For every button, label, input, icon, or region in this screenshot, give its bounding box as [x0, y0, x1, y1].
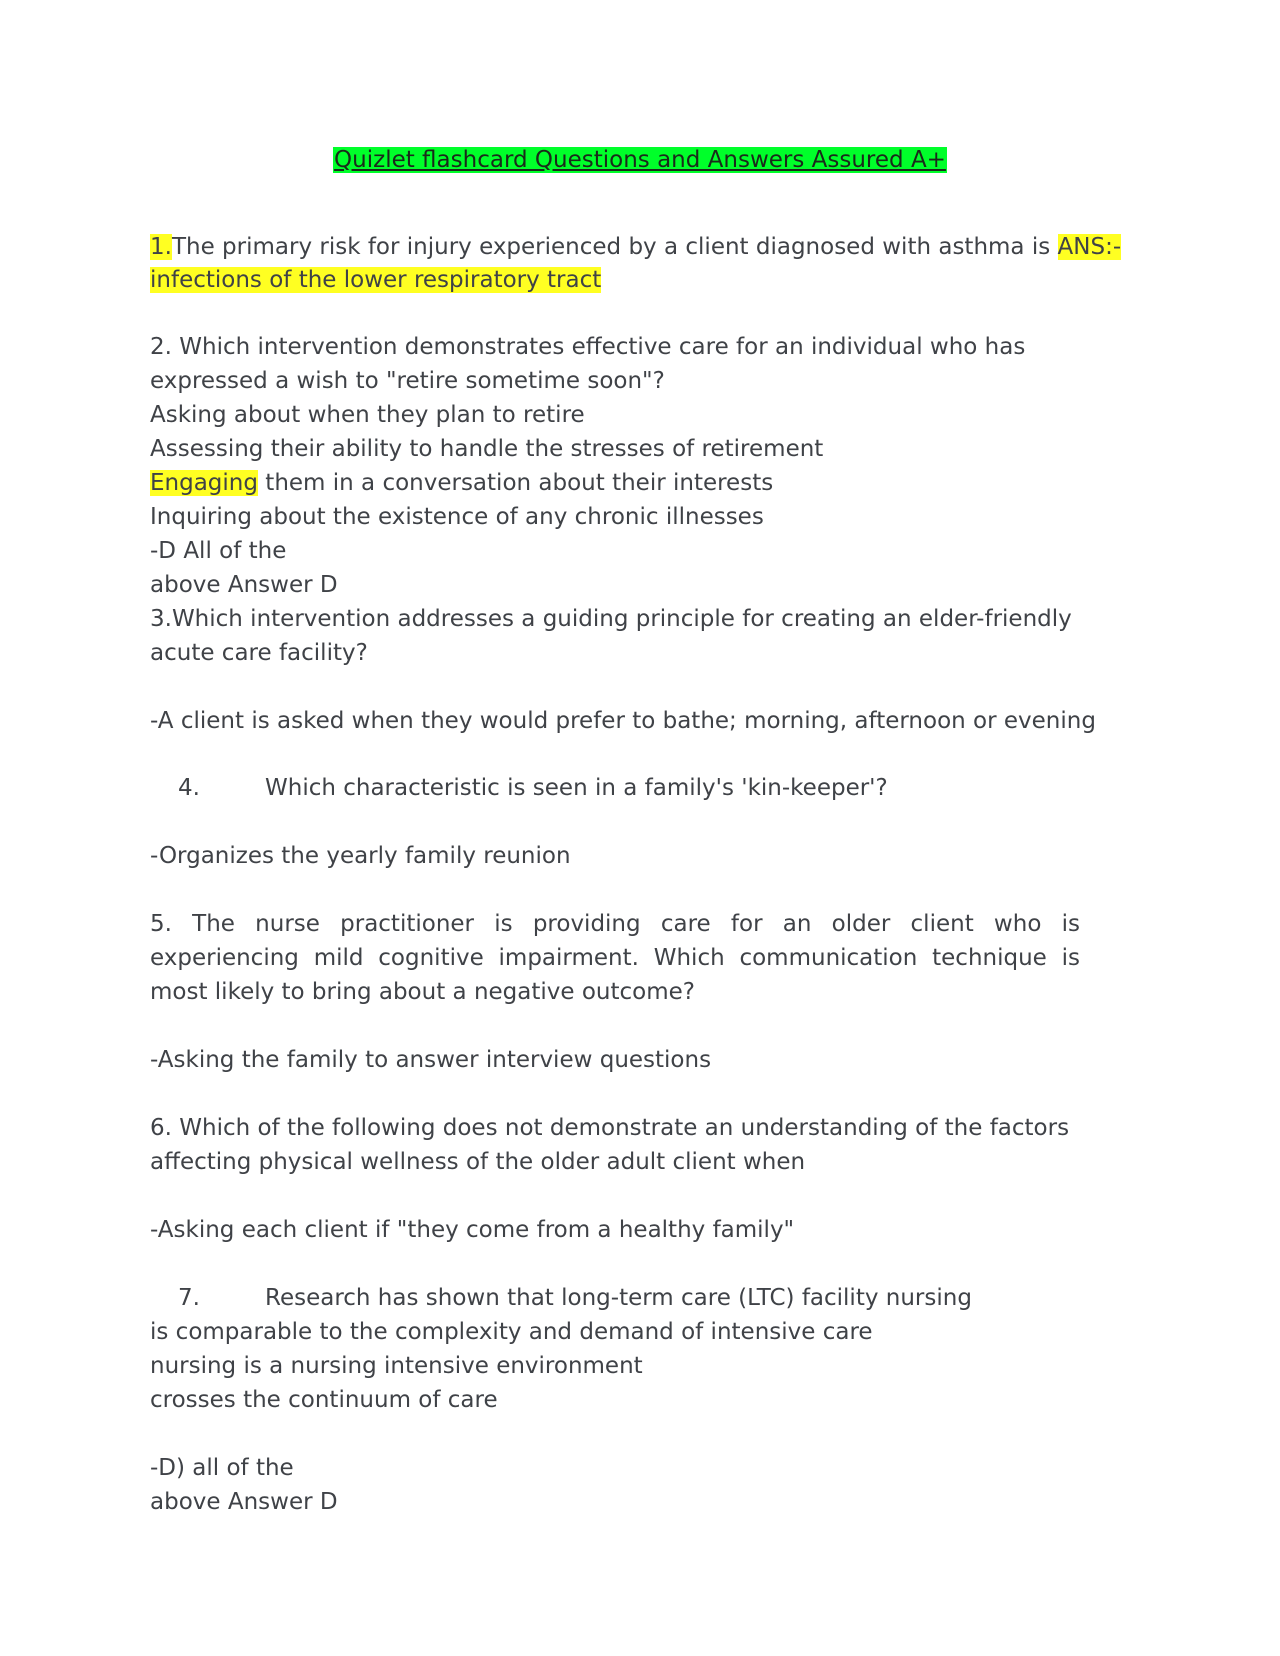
- q5-answer: -Asking the family to answer interview questions: [150, 1047, 712, 1073]
- q4-answer: -Organizes the yearly family reunion: [150, 843, 571, 869]
- q7-number: 7.: [178, 1285, 200, 1311]
- question-4: [150, 771, 1130, 873]
- q6-answer: -Asking each client if "they come from a healthy family": [150, 1217, 795, 1243]
- q7-option-1: is comparable to the complexity and demand of intensive care: [150, 1319, 873, 1345]
- q2-option-3: [150, 466, 1130, 500]
- q7-answer-line1: -D) all of the: [150, 1455, 294, 1481]
- q7-option-2: nursing is a nursing intensive environment: [150, 1353, 643, 1379]
- question-5-answer-block: [150, 1043, 1130, 1077]
- q2-line2: expressed a wish to "retire sometime soon"?: [150, 368, 665, 394]
- q1-question: The primary risk for injury experienced by a client diagnosed with asthma is: [171, 234, 1058, 260]
- document-title: [0, 145, 1280, 175]
- q2-option-2: Assessing their ability to handle the stresses of retirement: [150, 436, 824, 462]
- q2-option-3-rest: them in a conversation about their interests: [257, 470, 774, 496]
- q4-number: 4.: [178, 775, 200, 801]
- q1-number: 1.: [150, 234, 172, 260]
- q3-blank: [150, 670, 1130, 704]
- q1-ans-prefix: ANS:-: [1057, 234, 1122, 260]
- q7-question: Research has shown that long-term care (LTC) facility nursing: [265, 1285, 972, 1311]
- q6-line1: 6. Which of the following does not demonstrate an understanding of the factors: [150, 1115, 1070, 1141]
- q2-option-1: Asking about when they plan to retire: [150, 402, 585, 428]
- question-3: [150, 602, 1130, 738]
- question-2: [150, 330, 1130, 602]
- q2-line1: 2. Which intervention demonstrates effective care for an individual who has: [150, 334, 1026, 360]
- document-title-text: Quizlet flashcard Questions and Answers Assured A+: [334, 147, 946, 173]
- q7-answer-line2: above Answer D: [150, 1489, 338, 1515]
- q1-answer: infections of the lower respiratory tract: [150, 267, 602, 293]
- q7-question-line: [150, 1281, 1130, 1315]
- q3-line1: 3.Which intervention addresses a guiding principle for creating an elder-friendly: [150, 606, 1072, 632]
- q6-blank: [150, 1179, 1130, 1213]
- q3-line2: acute care facility?: [150, 640, 368, 666]
- question-7: [150, 1281, 1130, 1519]
- question-1: [150, 230, 1130, 296]
- q2-answer-line2: above Answer D: [150, 572, 338, 598]
- q4-blank: [150, 805, 1130, 839]
- question-5: [150, 907, 1080, 1009]
- q2-answer-line1: -D All of the: [150, 538, 287, 564]
- question-6: [150, 1111, 1130, 1247]
- q7-blank: [150, 1417, 1130, 1451]
- q5-question: 5. The nurse practitioner is providing care for an older client who is experiencing mild cognitive impairment. Which communication technique is most likely to bring about a negative outcome?: [150, 911, 1080, 1005]
- q3-answer: -A client is asked when they would prefer to bathe; morning, afternoon or evening: [150, 708, 1096, 734]
- q2-option-3-highlight: Engaging: [150, 470, 258, 496]
- q7-option-3: crosses the continuum of care: [150, 1387, 498, 1413]
- q4-question-line: [150, 771, 1130, 805]
- q4-question: Which characteristic is seen in a family's 'kin-keeper'?: [265, 775, 888, 801]
- q2-option-4: Inquiring about the existence of any chronic illnesses: [150, 504, 764, 530]
- q6-line2: affecting physical wellness of the older adult client when: [150, 1149, 806, 1175]
